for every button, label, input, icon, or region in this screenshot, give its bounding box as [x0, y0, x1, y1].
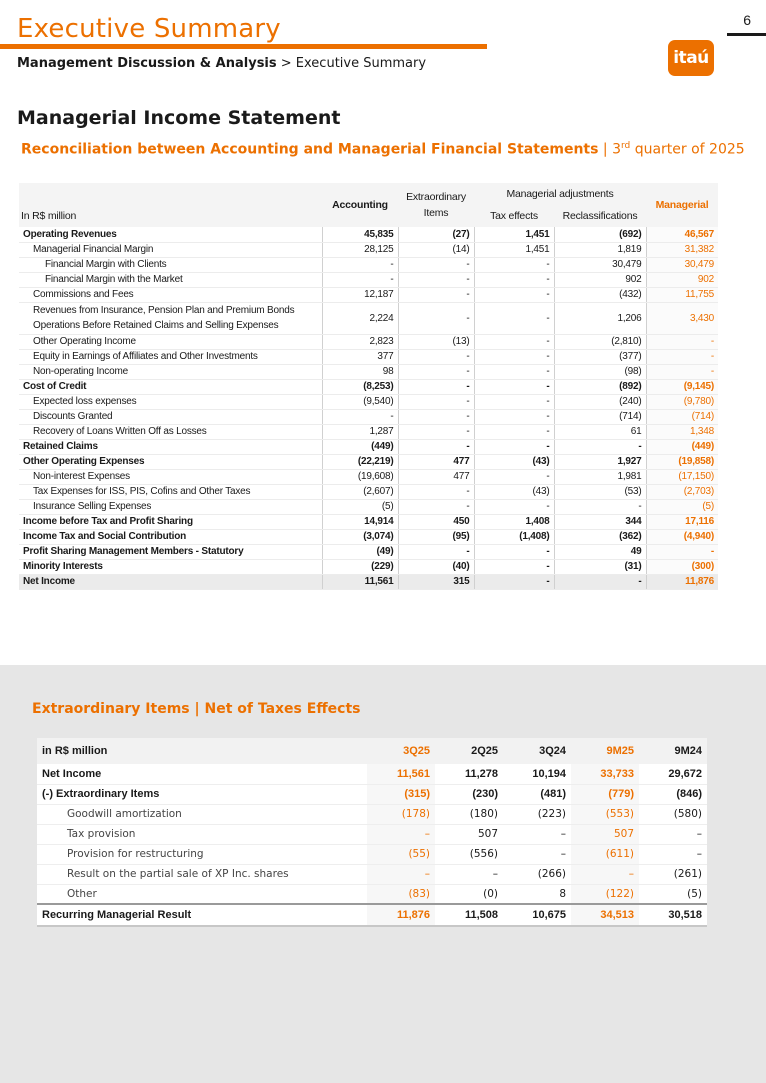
tax-effects-value: -: [474, 394, 554, 409]
table-row: [19, 409, 718, 424]
extraordinary-value: -: [398, 272, 474, 287]
reclassifications-value: 1,206: [554, 302, 646, 334]
subtitle-main: Reconciliation between Accounting and Managerial Financial Statements: [21, 141, 599, 158]
reclassifications-value: (98): [554, 364, 646, 379]
value-2q25: 11,278: [435, 764, 503, 784]
value-3q24: –: [503, 824, 571, 844]
extraordinary-section-title: Extraordinary Items | Net of Taxes Effects: [32, 701, 361, 717]
extraordinary-value: -: [398, 287, 474, 302]
table-row: [37, 844, 707, 864]
tax-effects-value: -: [474, 544, 554, 559]
tax-effects-value: (43): [474, 454, 554, 469]
row-label: Financial Margin with Clients: [19, 257, 322, 272]
value-3q25: (55): [367, 844, 435, 864]
tax-effects-value: 1,451: [474, 227, 554, 242]
extraordinary-value: -: [398, 302, 474, 334]
row-label: Managerial Financial Margin: [19, 242, 322, 257]
value-3q24: 10,194: [503, 764, 571, 784]
managerial-value: -: [646, 544, 718, 559]
value-9m25: (779): [571, 784, 639, 804]
accounting-value: (3,074): [322, 529, 398, 544]
table-row: [19, 559, 718, 574]
table-row: [19, 257, 718, 272]
extraordinary-header-9m24: 9M24: [639, 738, 707, 764]
reclassifications-value: 1,981: [554, 469, 646, 484]
value-2q25: 11,508: [435, 904, 503, 926]
reclassifications-value: (362): [554, 529, 646, 544]
accounting-value: -: [322, 257, 398, 272]
column-header-reclassifications: Reclassifications: [554, 205, 646, 227]
tax-effects-value: -: [474, 257, 554, 272]
breadcrumb-current: Executive Summary: [295, 56, 427, 71]
extraordinary-header-row: [37, 738, 707, 764]
breadcrumb-separator: >: [276, 56, 296, 71]
row-label: Cost of Credit: [19, 379, 322, 394]
managerial-value: 31,382: [646, 242, 718, 257]
managerial-value: 17,116: [646, 514, 718, 529]
extraordinary-value: -: [398, 349, 474, 364]
accounting-value: (5): [322, 499, 398, 514]
row-label: Commissions and Fees: [19, 287, 322, 302]
table-row: [19, 302, 718, 334]
value-9m24: (846): [639, 784, 707, 804]
table-row: [19, 394, 718, 409]
breadcrumb: [17, 56, 426, 71]
tax-effects-value: -: [474, 379, 554, 394]
reclassifications-value: 1,927: [554, 454, 646, 469]
reclassifications-value: 49: [554, 544, 646, 559]
table-row: [37, 904, 707, 926]
column-header-label: In R$ million: [19, 183, 322, 227]
row-label: Other Operating Expenses: [19, 454, 322, 469]
accounting-value: (449): [322, 439, 398, 454]
extraordinary-value: -: [398, 409, 474, 424]
extraordinary-value: -: [398, 364, 474, 379]
managerial-value: 1,348: [646, 424, 718, 439]
tax-effects-value: -: [474, 424, 554, 439]
managerial-value: (4,940): [646, 529, 718, 544]
accounting-value: (22,219): [322, 454, 398, 469]
section-title: Managerial Income Statement: [17, 107, 341, 129]
value-2q25: –: [435, 864, 503, 884]
table-row: [19, 349, 718, 364]
extraordinary-header-2q25: 2Q25: [435, 738, 503, 764]
extraordinary-header-9m25: 9M25: [571, 738, 639, 764]
row-label: Net Income: [19, 574, 322, 589]
page-title: Executive Summary: [17, 14, 281, 44]
value-3q25: (315): [367, 784, 435, 804]
column-header-adjustments: Managerial adjustments: [474, 183, 646, 205]
value-3q25: (83): [367, 884, 435, 904]
reclassifications-value: -: [554, 574, 646, 589]
accounting-value: (9,540): [322, 394, 398, 409]
accounting-value: 2,823: [322, 334, 398, 349]
value-3q24: 8: [503, 884, 571, 904]
value-9m24: (261): [639, 864, 707, 884]
tax-effects-value: -: [474, 287, 554, 302]
title-underline: [0, 44, 487, 49]
value-9m24: (580): [639, 804, 707, 824]
managerial-value: (2,703): [646, 484, 718, 499]
tax-effects-value: -: [474, 349, 554, 364]
tax-effects-value: -: [474, 302, 554, 334]
tax-effects-value: (43): [474, 484, 554, 499]
extraordinary-value: -: [398, 379, 474, 394]
value-2q25: (0): [435, 884, 503, 904]
value-3q25: 11,876: [367, 904, 435, 926]
row-label: Discounts Granted: [19, 409, 322, 424]
table-row: [19, 227, 718, 242]
value-9m25: (553): [571, 804, 639, 824]
value-9m25: (611): [571, 844, 639, 864]
accounting-value: 1,287: [322, 424, 398, 439]
row-label: Insurance Selling Expenses: [19, 499, 322, 514]
extraordinary-header-label: in R$ million: [37, 738, 367, 764]
row-label: Income Tax and Social Contribution: [19, 529, 322, 544]
page-number: 6: [743, 12, 751, 28]
value-3q25: –: [367, 864, 435, 884]
value-9m24: 30,518: [639, 904, 707, 926]
row-label: Profit Sharing Management Members - Statutory: [19, 544, 322, 559]
column-header-accounting: Accounting: [322, 183, 398, 227]
value-2q25: (556): [435, 844, 503, 864]
row-label: Revenues from Insurance, Pension Plan and Premium Bonds Operations Before Retained Claims and Selling Expenses: [19, 302, 322, 334]
managerial-value: 46,567: [646, 227, 718, 242]
value-3q24: (481): [503, 784, 571, 804]
managerial-value: (9,145): [646, 379, 718, 394]
table-row: [37, 824, 707, 844]
row-label: Expected loss expenses: [19, 394, 322, 409]
tax-effects-value: -: [474, 409, 554, 424]
accounting-value: (8,253): [322, 379, 398, 394]
extraordinary-value: -: [398, 499, 474, 514]
tax-effects-value: -: [474, 499, 554, 514]
accounting-value: 98: [322, 364, 398, 379]
reclassifications-value: 344: [554, 514, 646, 529]
value-3q25: –: [367, 824, 435, 844]
tax-effects-value: -: [474, 272, 554, 287]
accounting-value: (2,607): [322, 484, 398, 499]
accounting-value: -: [322, 272, 398, 287]
reclassifications-value: 902: [554, 272, 646, 287]
extraordinary-value: (95): [398, 529, 474, 544]
tax-effects-value: 1,451: [474, 242, 554, 257]
row-label: Provision for restructuring: [37, 844, 367, 864]
managerial-value: -: [646, 334, 718, 349]
value-9m24: 29,672: [639, 764, 707, 784]
table-row: [37, 784, 707, 804]
managerial-value: 11,876: [646, 574, 718, 589]
subtitle-sep: | 3: [598, 141, 621, 158]
extraordinary-value: -: [398, 439, 474, 454]
page-number-underline: [727, 33, 766, 36]
reclassifications-value: (714): [554, 409, 646, 424]
section-subtitle: [21, 141, 745, 158]
extraordinary-items-body: [37, 738, 707, 926]
extraordinary-value: 477: [398, 469, 474, 484]
row-label: Operating Revenues: [19, 227, 322, 242]
row-label: Minority Interests: [19, 559, 322, 574]
reclassifications-value: (240): [554, 394, 646, 409]
tax-effects-value: -: [474, 469, 554, 484]
reclassifications-value: 61: [554, 424, 646, 439]
extraordinary-value: (40): [398, 559, 474, 574]
extraordinary-value: (27): [398, 227, 474, 242]
accounting-value: 11,561: [322, 574, 398, 589]
extraordinary-header-3q24: 3Q24: [503, 738, 571, 764]
reclassifications-value: (2,810): [554, 334, 646, 349]
row-label: Other: [37, 884, 367, 904]
tax-effects-value: -: [474, 334, 554, 349]
value-9m24: (5): [639, 884, 707, 904]
extraordinary-value: 450: [398, 514, 474, 529]
row-label: Income before Tax and Profit Sharing: [19, 514, 322, 529]
table-row: [19, 514, 718, 529]
row-label: Result on the partial sale of XP Inc. shares: [37, 864, 367, 884]
table-row: [37, 864, 707, 884]
row-label: Recovery of Loans Written Off as Losses: [19, 424, 322, 439]
column-header-extraordinary: Extraordinary Items: [398, 183, 474, 227]
subtitle-rest: quarter of 2025: [630, 141, 745, 158]
table-row: [19, 529, 718, 544]
value-9m25: (122): [571, 884, 639, 904]
managerial-value: (19,858): [646, 454, 718, 469]
extraordinary-value: -: [398, 544, 474, 559]
extraordinary-value: -: [398, 257, 474, 272]
row-label: Financial Margin with the Market: [19, 272, 322, 287]
extraordinary-value: -: [398, 484, 474, 499]
tax-effects-value: 1,408: [474, 514, 554, 529]
row-label: Non-interest Expenses: [19, 469, 322, 484]
managerial-value: (9,780): [646, 394, 718, 409]
accounting-value: 14,914: [322, 514, 398, 529]
row-label: Other Operating Income: [19, 334, 322, 349]
value-3q25: 11,561: [367, 764, 435, 784]
row-label: Tax Expenses for ISS, PIS, Cofins and Other Taxes: [19, 484, 322, 499]
table-row: [19, 439, 718, 454]
extraordinary-value: 315: [398, 574, 474, 589]
reclassifications-value: -: [554, 499, 646, 514]
value-3q24: 10,675: [503, 904, 571, 926]
row-label: Goodwill amortization: [37, 804, 367, 824]
table-row: [19, 484, 718, 499]
table-row: [37, 884, 707, 904]
value-3q25: (178): [367, 804, 435, 824]
income-statement-body: [19, 227, 718, 589]
value-2q25: (180): [435, 804, 503, 824]
accounting-value: 2,224: [322, 302, 398, 334]
row-label: (-) Extraordinary Items: [37, 784, 367, 804]
value-2q25: 507: [435, 824, 503, 844]
extraordinary-value: -: [398, 394, 474, 409]
value-9m25: 507: [571, 824, 639, 844]
managerial-value: -: [646, 364, 718, 379]
accounting-value: 377: [322, 349, 398, 364]
managerial-value: 11,755: [646, 287, 718, 302]
row-label: Net Income: [37, 764, 367, 784]
tax-effects-value: -: [474, 559, 554, 574]
column-header-tax-effects: Tax effects: [474, 205, 554, 227]
itau-logo: itaú: [668, 40, 714, 76]
row-label: Non-operating Income: [19, 364, 322, 379]
extraordinary-header-3q25: 3Q25: [367, 738, 435, 764]
tax-effects-value: -: [474, 439, 554, 454]
extraordinary-items-table: [37, 738, 707, 927]
reclassifications-value: (892): [554, 379, 646, 394]
row-label: Retained Claims: [19, 439, 322, 454]
tax-effects-value: -: [474, 364, 554, 379]
breadcrumb-main: Management Discussion & Analysis: [17, 56, 277, 71]
subtitle-sup: rd: [620, 141, 631, 151]
value-2q25: (230): [435, 784, 503, 804]
tax-effects-value: (1,408): [474, 529, 554, 544]
value-9m24: –: [639, 844, 707, 864]
managerial-value: (449): [646, 439, 718, 454]
reclassifications-value: (692): [554, 227, 646, 242]
reclassifications-value: 1,819: [554, 242, 646, 257]
table-row: [19, 272, 718, 287]
accounting-value: (19,608): [322, 469, 398, 484]
managerial-value: 30,479: [646, 257, 718, 272]
table-row: [19, 364, 718, 379]
table-row: [19, 379, 718, 394]
table-row: [19, 499, 718, 514]
accounting-value: 45,835: [322, 227, 398, 242]
value-3q24: –: [503, 844, 571, 864]
table-row: [37, 764, 707, 784]
table-row: [19, 287, 718, 302]
column-header-managerial: Managerial: [646, 183, 718, 227]
reclassifications-value: (31): [554, 559, 646, 574]
accounting-value: (229): [322, 559, 398, 574]
row-label: Tax provision: [37, 824, 367, 844]
managerial-value: (300): [646, 559, 718, 574]
managerial-value: 3,430: [646, 302, 718, 334]
accounting-value: -: [322, 409, 398, 424]
managerial-value: (714): [646, 409, 718, 424]
reclassifications-value: -: [554, 439, 646, 454]
table-row: [19, 424, 718, 439]
row-label: Equity in Earnings of Affiliates and Other Investments: [19, 349, 322, 364]
table-row: [19, 469, 718, 484]
reclassifications-value: (377): [554, 349, 646, 364]
extraordinary-value: (14): [398, 242, 474, 257]
reclassifications-value: (432): [554, 287, 646, 302]
value-9m25: 34,513: [571, 904, 639, 926]
extraordinary-value: -: [398, 424, 474, 439]
reclassifications-value: 30,479: [554, 257, 646, 272]
value-9m25: 33,733: [571, 764, 639, 784]
value-3q24: (266): [503, 864, 571, 884]
managerial-value: 902: [646, 272, 718, 287]
accounting-value: (49): [322, 544, 398, 559]
row-label: Recurring Managerial Result: [37, 904, 367, 926]
managerial-value: (17,150): [646, 469, 718, 484]
reclassifications-value: (53): [554, 484, 646, 499]
value-3q24: (223): [503, 804, 571, 824]
tax-effects-value: -: [474, 574, 554, 589]
table-row: [19, 544, 718, 559]
table-row: [37, 804, 707, 824]
accounting-value: 12,187: [322, 287, 398, 302]
managerial-value: (5): [646, 499, 718, 514]
extraordinary-value: 477: [398, 454, 474, 469]
table-row: [19, 574, 718, 589]
extraordinary-value: (13): [398, 334, 474, 349]
value-9m25: –: [571, 864, 639, 884]
table-row: [19, 334, 718, 349]
managerial-value: -: [646, 349, 718, 364]
income-statement-table: [19, 183, 718, 590]
table-row: [19, 242, 718, 257]
accounting-value: 28,125: [322, 242, 398, 257]
table-row: [19, 454, 718, 469]
value-9m24: –: [639, 824, 707, 844]
